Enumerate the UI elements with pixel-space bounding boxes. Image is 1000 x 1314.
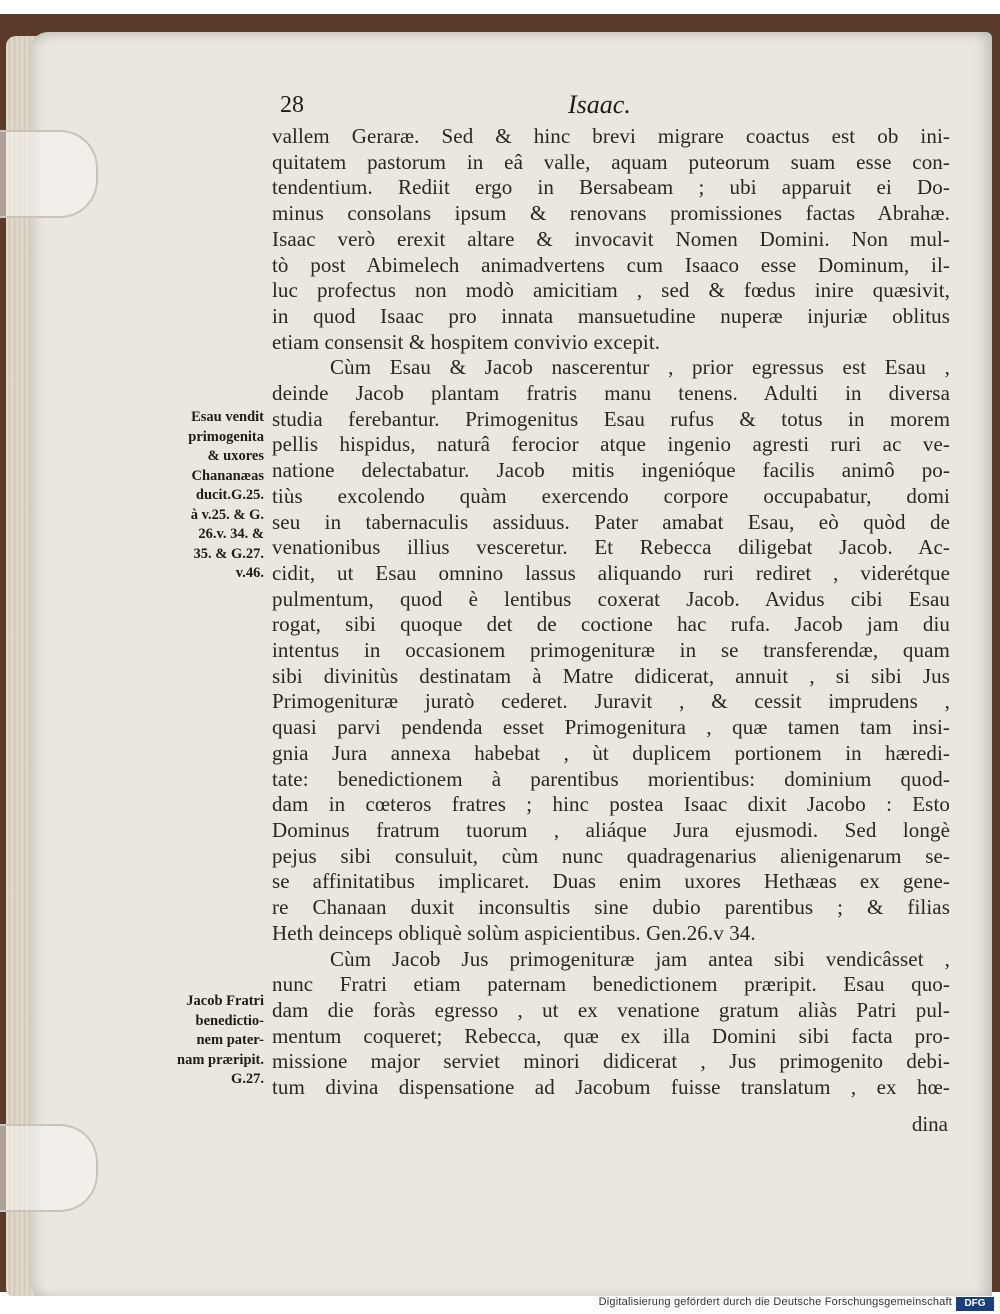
margin-note-line: 26.v. 34. & — [198, 526, 264, 542]
text-line: intentus in occasionem primogenituræ in se transferendæ, quam — [272, 638, 950, 663]
margin-note-line: nam præripit. — [177, 1051, 264, 1068]
text-line: dam die foràs egresso , ut ex venatione gratum aliàs Patri pul- — [272, 997, 950, 1022]
text-line: quitatem pastorum in eâ valle, aquam puteorum suam esse con- — [272, 149, 950, 174]
text-line: dam in cœteros fratres ; hinc postea Isaac dixit Jacobo : Esto — [272, 792, 950, 817]
text-line: missione major serviet minori didicerat , Jus primogenito debi- — [272, 1049, 950, 1074]
text-line: Cùm Jacob Jus primogenituræ jam antea sibi vendicâsset , — [330, 946, 950, 971]
text-line: tiùs excolendo quàm exercendo corpore occupabatur, domi — [272, 483, 950, 508]
text-line: tendentium. Rediit ergo in Bersabeam ; ubi apparuit ei Do- — [272, 175, 950, 200]
text-line: se affinitatibus implicaret. Duas enim uxores Hethæas ex gene- — [272, 869, 950, 894]
margin-note-line: à v.25. & G. — [190, 506, 264, 523]
catchword: dina — [911, 1112, 948, 1136]
margin-note-line: v.46. — [235, 565, 264, 581]
margin-note-line: Jacob Fratri — [186, 993, 264, 1009]
text-line: studia ferebantur. Primogenitus Esau rufus & totus in morem — [272, 406, 950, 431]
text-line: minus consolans ipsum & renovans promissiones factas Abrahæ. — [272, 201, 950, 226]
text-line: tate: benedictionem à parentibus morientibus: dominium quod- — [272, 766, 950, 791]
margin-note-jacob — [146, 992, 264, 1090]
text-line: venationibus illius vesceretur. Et Rebecca diligebat Jacob. Ac- — [272, 535, 950, 560]
text-line: seu in tabernaculis assiduus. Pater amabat Esau, eò quòd de — [272, 509, 950, 534]
margin-note-line: nem pater- — [196, 1032, 264, 1048]
margin-note-line: Chananæas — [191, 467, 264, 484]
margin-note-esau — [146, 408, 264, 584]
footer-credit: Digitalisierung gefördert durch die Deutsche Forschungsgemeinschaft — [598, 1296, 952, 1308]
margin-note-line: 35. & G.27. — [193, 545, 264, 562]
page-clip-bottom — [0, 1124, 98, 1212]
text-line: re Chanaan duxit inconsultis sine dubio parentibus ; & filias — [272, 895, 950, 920]
text-line: cidit, ut Esau omnino lassus aliquando ruri rediret , viderétque — [272, 560, 950, 585]
text-line: etiam consensit & hospitem convivio excepit. — [272, 329, 661, 354]
text-line: nunc Fratri etiam paternam benedictionem præripit. Esau quo- — [272, 972, 950, 997]
dfg-logo: DFG — [956, 1297, 994, 1311]
text-line: deinde Jacob plantam fratris manu tenens. Adulti in diversa — [272, 381, 950, 406]
text-line: Dominus fratrum tuorum , aliáque Jura ejusmodi. Sed longè — [272, 817, 950, 842]
text-line: sibi divinitùs destinatam à Matre didicerat, annuit , si sibi Jus — [272, 663, 950, 688]
text-line: in quod Isaac pro innata mansuetudine nuperæ injuriæ oblitus — [272, 303, 950, 328]
text-line: rogat, sibi quoque det de coctione hac rufa. Jacob jam diu — [272, 612, 950, 637]
margin-note-line: Esau vendit — [191, 409, 264, 425]
footer-bar — [0, 1296, 1000, 1314]
running-title: Isaac. — [568, 90, 631, 119]
text-line: Heth deinceps obliquè solùm aspicientibus. Gen.26.v 34. — [272, 920, 756, 945]
text-line: quasi parvi pendenda esset Primogenitura , quæ tamen tam insi- — [272, 715, 950, 740]
text-line: tum divina dispensatione ad Jacobum fuisse translatum , ex hœ- — [272, 1075, 950, 1100]
text-line: gnia Jura annexa habebat , ùt duplicem portionem in hæredi- — [272, 740, 950, 765]
text-line: Isaac verò erexit altare & invocavit Nomen Domini. Non mul- — [272, 226, 950, 251]
margin-note-line: G.27. — [230, 1071, 264, 1087]
margin-note-line: & uxores — [207, 448, 264, 464]
text-line: vallem Geraræ. Sed & hinc brevi migrare coactus est ob ini- — [272, 124, 950, 148]
text-line: pulmentum, quod è lentibus coxerat Jacob. Avidus cibi Esau — [272, 586, 950, 611]
main-text — [272, 124, 950, 1101]
text-line: mentum coqueret; Rebecca, quæ ex illa Domini sibi facta pro- — [272, 1023, 950, 1048]
text-line: pejus sibi consuluit, cùm nunc quadragenarius alienigenarum se- — [272, 843, 950, 868]
margin-note-line: ducit.G.25. — [195, 487, 264, 503]
margin-note-line: benedictio- — [195, 1012, 264, 1029]
text-line: luc profectus non modò amicitiam , sed & fœdus inire quæsivit, — [272, 278, 950, 303]
page-clip-top — [0, 130, 98, 218]
text-line: natione delectabatur. Jacob mitis ingenióque facilis animô po- — [272, 458, 950, 483]
text-line: Cùm Esau & Jacob nascerentur , prior egressus est Esau , — [330, 355, 950, 380]
page-number: 28 — [280, 92, 304, 118]
text-line: pellis hispidus, naturâ ferocior atque ingenio agresti ruri ac ve- — [272, 432, 950, 457]
text-line: Primogenituræ juratò cederet. Juravit , & cessit imprudens , — [272, 689, 950, 714]
margin-note-line: primogenita — [188, 428, 264, 445]
text-line: tò post Abimelech animadvertens cum Isaaco esse Dominum, il- — [272, 252, 950, 277]
